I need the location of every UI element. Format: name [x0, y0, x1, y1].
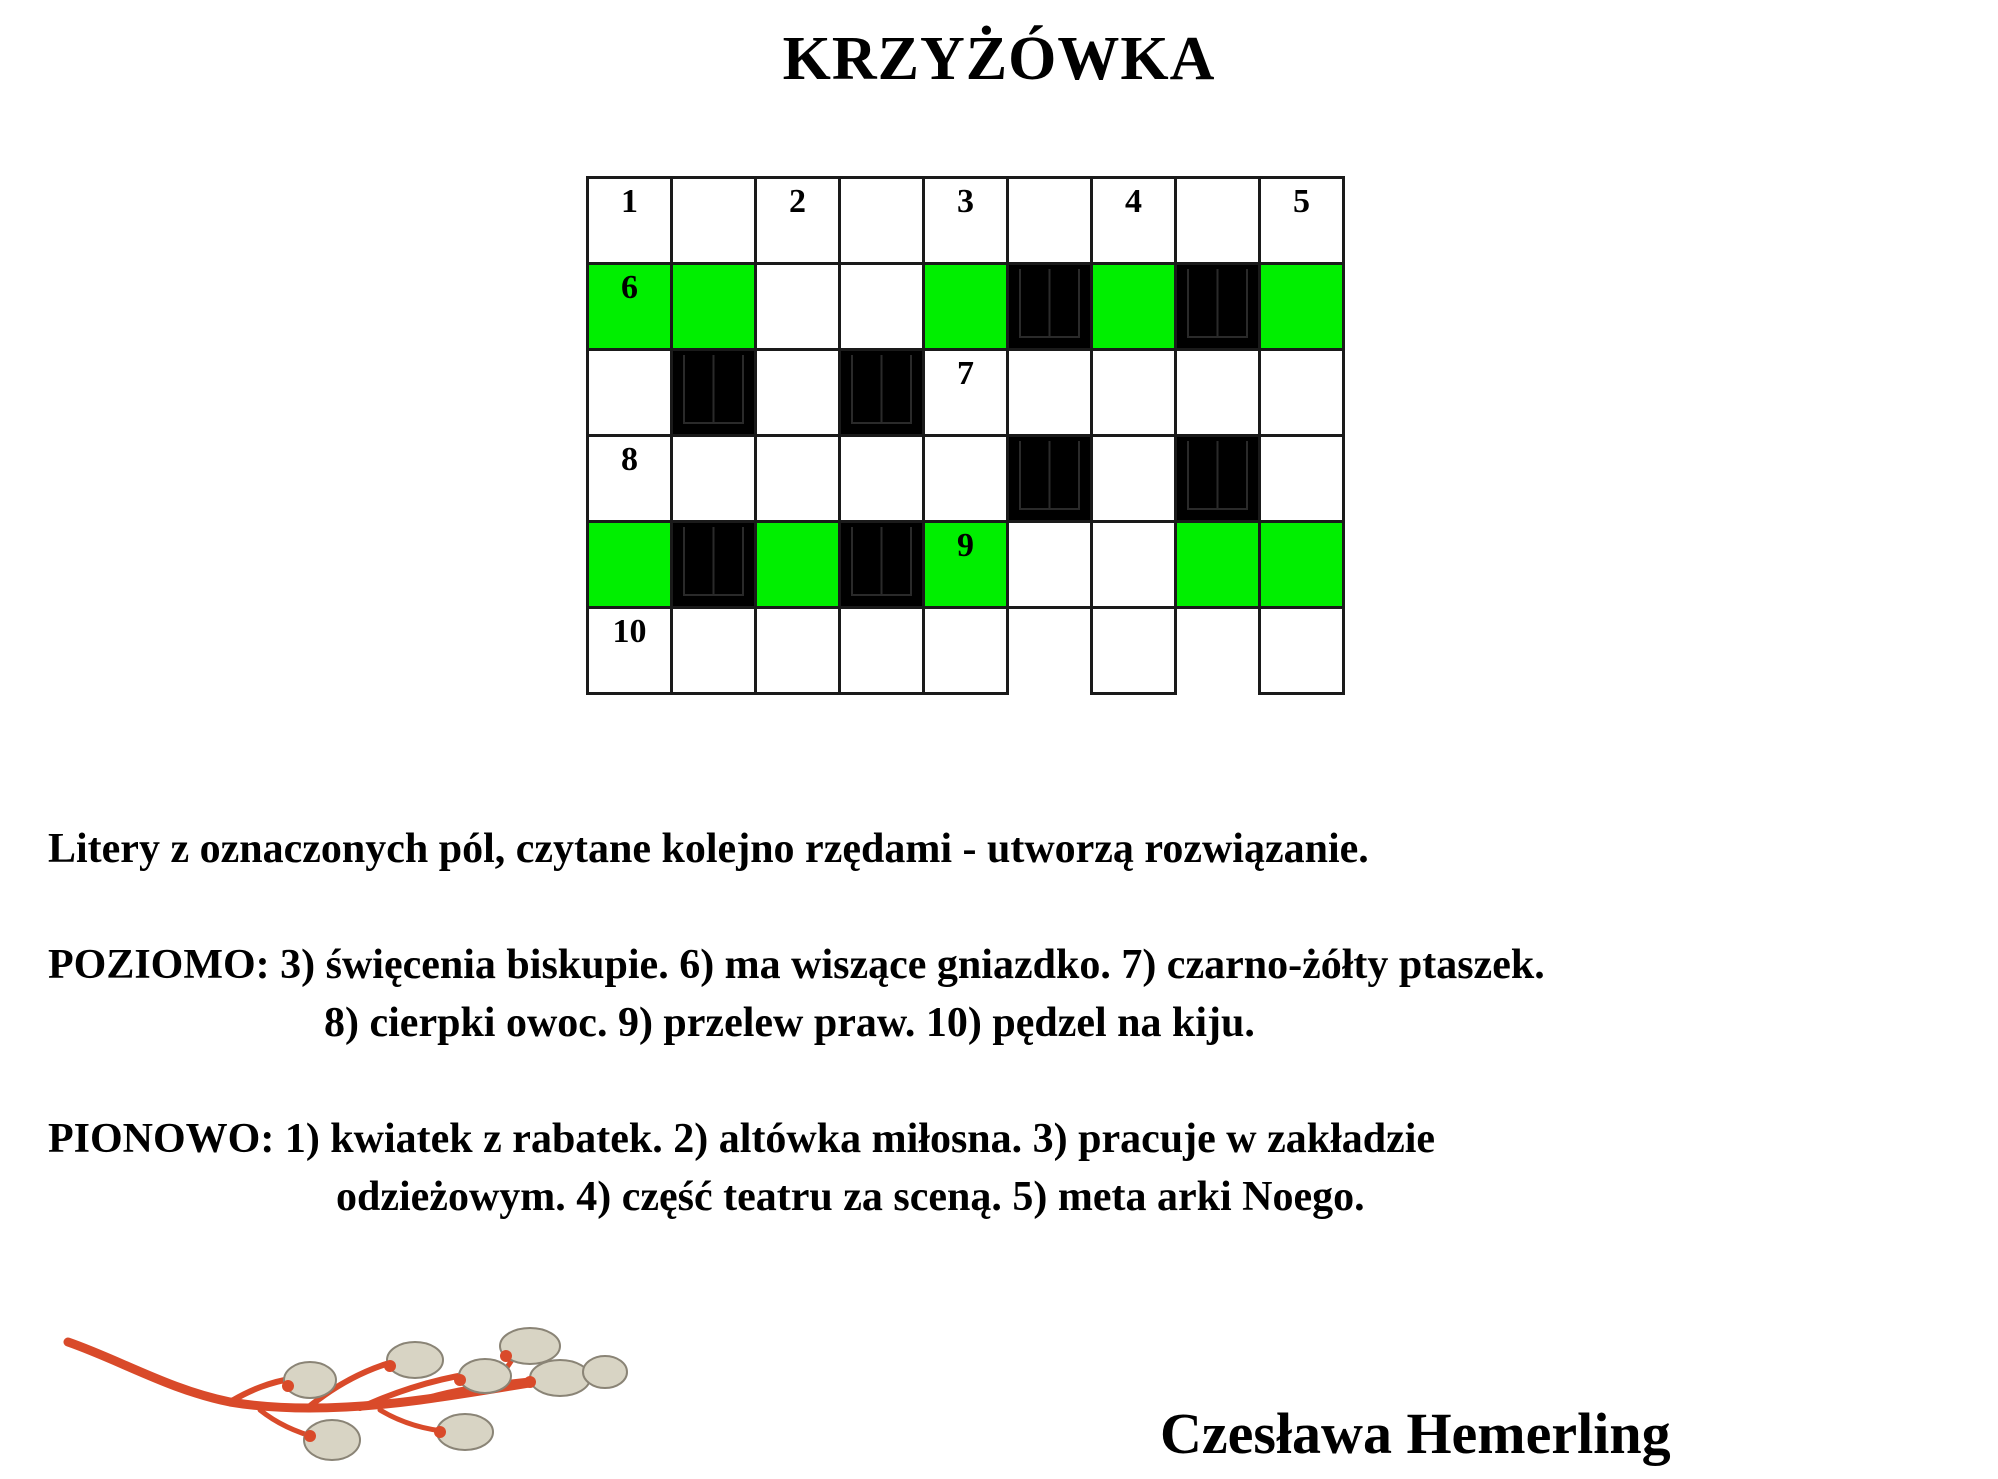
clue-number: 3 — [957, 183, 974, 220]
grid-cell[interactable] — [1258, 606, 1345, 695]
blocked-cell — [1174, 262, 1261, 351]
marked-cell[interactable] — [1258, 520, 1345, 609]
grid-cell[interactable] — [670, 176, 757, 265]
grid-cell[interactable] — [754, 606, 841, 695]
blocked-cell — [670, 520, 757, 609]
clue-number: 5 — [1293, 183, 1310, 220]
down-clues-line-2: odzieżowym. 4) część teatru za sceną. 5) meta arki Noego. — [336, 1174, 1365, 1220]
clues-section — [48, 820, 1545, 1226]
across-clues-line-2: 8) cierpki owoc. 9) przelew praw. 10) pędzel na kiju. — [324, 1000, 1255, 1046]
grid-cell[interactable] — [586, 434, 673, 523]
marked-cell[interactable] — [1174, 520, 1261, 609]
grid-cell[interactable] — [754, 434, 841, 523]
puzzle-title: KRZYŻÓWKA — [782, 25, 1216, 93]
grid-cell[interactable] — [1090, 176, 1177, 265]
clue-number: 1 — [621, 183, 638, 220]
clue-number: 8 — [621, 441, 638, 478]
grid-cell[interactable] — [1258, 348, 1345, 437]
grid-cell[interactable] — [754, 176, 841, 265]
solution-hint: Litery z oznaczonych pól, czytane kolejno rzędami - utworzą rozwiązanie. — [48, 826, 1369, 872]
clue-number: 2 — [789, 183, 806, 220]
grid-cell[interactable] — [922, 176, 1009, 265]
author-signature: Czesława Hemerling — [1160, 1401, 1671, 1466]
marked-cell[interactable] — [586, 520, 673, 609]
grid-cell[interactable] — [1174, 176, 1261, 265]
grid-cell[interactable] — [1006, 176, 1093, 265]
clue-number: 9 — [957, 527, 974, 564]
across-clues-line-1: POZIOMO: 3) święcenia biskupie. 6) ma wiszące gniazdko. 7) czarno-żółty ptaszek. — [48, 942, 1545, 988]
blocked-cell — [1006, 434, 1093, 523]
blocked-cell — [670, 348, 757, 437]
marked-cell[interactable] — [1090, 262, 1177, 351]
grid-cell[interactable] — [838, 262, 925, 351]
grid-cell[interactable] — [586, 606, 673, 695]
down-clues-line-1: PIONOWO: 1) kwiatek z rabatek. 2) altówka miłosna. 3) pracuje w zakładzie — [48, 1116, 1436, 1162]
willow-branch-icon — [60, 1320, 630, 1470]
grid-cell[interactable] — [1090, 606, 1177, 695]
clue-number: 10 — [612, 613, 647, 650]
grid-cell[interactable] — [586, 348, 673, 437]
grid-cell[interactable] — [1090, 520, 1177, 609]
grid-cell[interactable] — [922, 434, 1009, 523]
grid-cell[interactable] — [838, 434, 925, 523]
clue-number: 6 — [621, 269, 638, 306]
marked-cell[interactable] — [922, 262, 1009, 351]
blocked-cell — [838, 348, 925, 437]
grid-cell[interactable] — [838, 176, 925, 265]
blocked-cell — [1006, 262, 1093, 351]
marked-cell[interactable] — [1258, 262, 1345, 351]
marked-cell[interactable] — [670, 262, 757, 351]
marked-cell[interactable] — [754, 520, 841, 609]
blocked-cell — [838, 520, 925, 609]
grid-cell[interactable] — [1090, 434, 1177, 523]
grid-cell[interactable] — [922, 348, 1009, 437]
grid-cell[interactable] — [670, 434, 757, 523]
grid-cell[interactable] — [1006, 348, 1093, 437]
blocked-cell — [1174, 434, 1261, 523]
marked-cell[interactable] — [586, 262, 673, 351]
crossword-grid — [586, 176, 1372, 718]
grid-cell[interactable] — [838, 606, 925, 695]
marked-cell[interactable] — [922, 520, 1009, 609]
grid-cell[interactable] — [754, 262, 841, 351]
grid-cell[interactable] — [1090, 348, 1177, 437]
clue-number: 7 — [957, 355, 974, 392]
grid-cell[interactable] — [754, 348, 841, 437]
grid-cell[interactable] — [670, 606, 757, 695]
grid-cell[interactable] — [1006, 520, 1093, 609]
grid-cell[interactable] — [922, 606, 1009, 695]
grid-cell[interactable] — [1258, 434, 1345, 523]
grid-cell[interactable] — [1174, 348, 1261, 437]
grid-cell[interactable] — [1258, 176, 1345, 265]
grid-cell[interactable] — [586, 176, 673, 265]
clue-number: 4 — [1125, 183, 1142, 220]
